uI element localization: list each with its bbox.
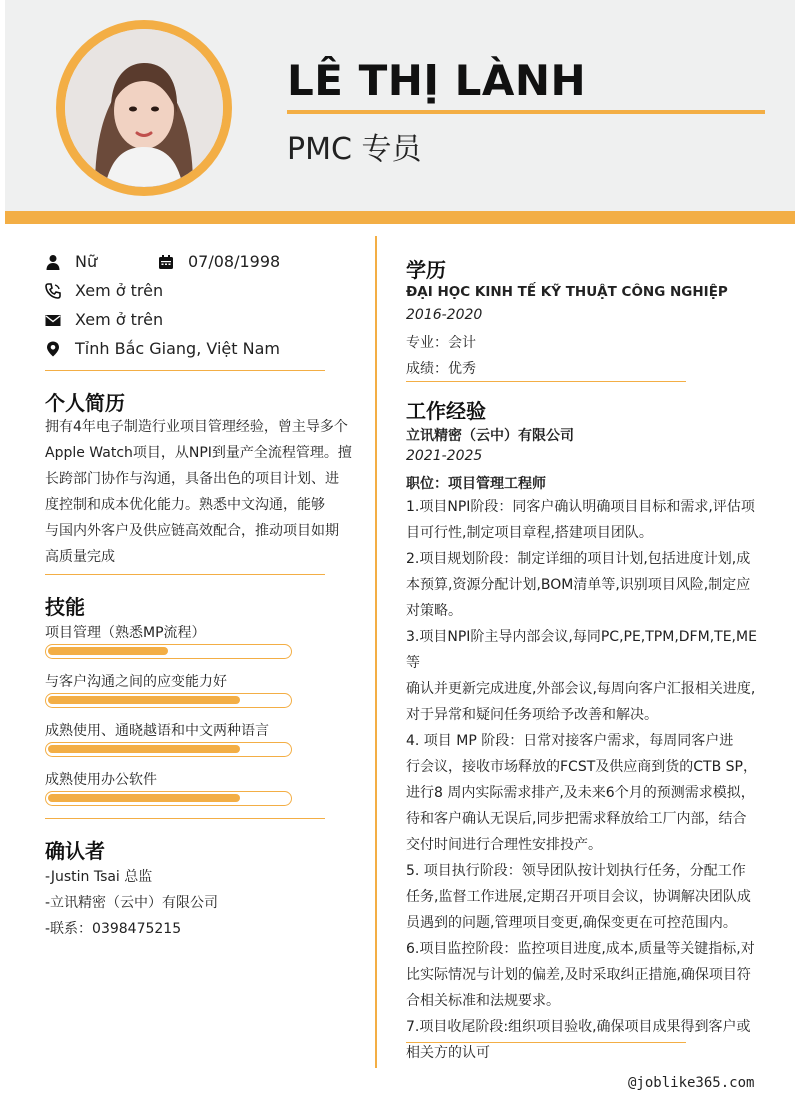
profile-line: 度控制和成本优化能力。熟悉中文沟通，能够 — [45, 497, 325, 513]
mail-icon — [45, 312, 61, 328]
experience-line: 待和客户确认无误后,同步把需求释放给工厂内部，结合 — [406, 811, 747, 827]
section-divider — [406, 1042, 686, 1043]
experience-line: 员遇到的问题,管理项目变更,确保变更在可控范围内。 — [406, 915, 737, 931]
footer-handle: @joblike365.com — [628, 1075, 755, 1091]
contact-address — [45, 339, 280, 358]
contact-birthdate — [158, 252, 280, 271]
profile-line: 高质量完成 — [45, 549, 115, 565]
profile-line: 拥有4年电子制造行业项目管理经验，曾主导多个 — [45, 419, 348, 435]
experience-line: 相关方的认可 — [406, 1045, 490, 1061]
experience-line: 对策略。 — [406, 603, 462, 619]
experience-line: 1.项目NPI阶段：同客户确认明确项目目标和需求,评估项 — [406, 499, 755, 515]
experience-line: 7.项目收尾阶段:组织项目验收,确保项目成果得到客户或 — [406, 1019, 751, 1035]
skill-bar — [45, 644, 292, 659]
reference-line: -Justin Tsai 总监 — [45, 869, 153, 885]
skills-heading: 技能 — [45, 595, 85, 619]
experience-heading: 工作经验 — [406, 399, 486, 423]
candidate-name: LÊ THỊ LÀNH — [287, 56, 587, 105]
experience-line: 6.项目监控阶段：监控项目进度,成本,质量等关键指标,对 — [406, 941, 755, 957]
skill-label: 成熟使用办公软件 — [45, 772, 157, 788]
section-divider — [45, 574, 325, 575]
user-icon — [45, 254, 61, 270]
profile-line: Apple Watch项目，从NPI到量产全流程管理。擅 — [45, 445, 352, 461]
experience-line: 进行8 周内实际需求排产,及未来6个月的预测需求模拟， — [406, 785, 755, 801]
gender-value: Nữ — [75, 252, 98, 271]
references-heading: 确认者 — [45, 839, 105, 863]
avatar-ring — [56, 20, 232, 196]
experience-line: 2.项目规划阶段：制定详细的项目计划,包括进度计划,成 — [406, 551, 751, 567]
reference-line: -联系：0398475215 — [45, 921, 182, 937]
experience-line: 5. 项目执行阶段：领导团队按计划执行任务，分配工作 — [406, 863, 746, 879]
experience-line: 比实际情况与计划的偏差,及时采取纠正措施,确保项目符 — [406, 967, 751, 983]
experience-line: 行会议，接收市场释放的FCST及供应商到货的CTB SP， — [406, 759, 757, 775]
profile-heading: 个人简历 — [45, 391, 125, 415]
experience-line: 合相关标准和法规要求。 — [406, 993, 560, 1009]
profile-line: 长跨部门协作与沟通，具备出色的项目计划、进 — [45, 471, 339, 487]
experience-line: 对于异常和疑问任务项给予改善和解决。 — [406, 707, 658, 723]
skill-label: 与客户沟通之间的应变能力好 — [45, 674, 227, 690]
experience-line: 交付时间进行合理性安排投产。 — [406, 837, 602, 853]
experience-line: 任务,监督工作进展,定期召开项目会议，协调解决团队成 — [406, 889, 751, 905]
calendar-icon — [158, 254, 174, 270]
phone-value: Xem ở trên — [75, 281, 164, 300]
experience-details — [406, 494, 766, 1066]
portrait-image — [65, 29, 223, 187]
name-underline — [287, 110, 765, 114]
section-divider — [406, 381, 686, 382]
experience-line: 4. 项目 MP 阶段：日常对接客户需求，每周同客户进 — [406, 733, 734, 749]
position-title: 职位：项目管理工程师 — [406, 476, 546, 492]
experience-line: 本预算,资源分配计划,BOM清单等,识别项目风险,制定应 — [406, 577, 751, 593]
contact-gender — [45, 252, 97, 271]
phone-icon — [45, 283, 61, 299]
education-heading: 学历 — [406, 258, 446, 282]
column-divider — [375, 236, 377, 1068]
skill-label: 成熟使用、通晓越语和中文两种语言 — [45, 723, 269, 739]
address-value: Tỉnh Bắc Giang, Việt Nam — [75, 339, 280, 358]
location-icon — [45, 341, 61, 357]
experience-years: 2021-2025 — [406, 448, 483, 464]
school-name: ĐẠI HỌC KINH TẾ KỸ THUẬT CÔNG NGHIỆP — [406, 284, 728, 300]
reference-line: -立讯精密（云中）有限公司 — [45, 895, 219, 911]
skill-bar-fill — [48, 794, 240, 802]
education-grade: 成绩：优秀 — [406, 361, 476, 377]
skill-label: 项目管理（熟悉MP流程） — [45, 625, 206, 641]
skill-bar-fill — [48, 696, 240, 704]
skill-bar — [45, 693, 292, 708]
contact-email — [45, 310, 163, 329]
section-divider — [45, 818, 325, 819]
contact-phone — [45, 281, 163, 300]
education-major: 专业：会计 — [406, 335, 476, 351]
experience-line: 目可行性,制定项目章程,搭建项目团队。 — [406, 525, 653, 541]
skill-bar-fill — [48, 745, 240, 753]
experience-line: 确认并更新完成进度,外部会议,每周向客户汇报相关进度, — [406, 681, 756, 697]
header-accent-bar — [5, 211, 795, 224]
education-years: 2016-2020 — [406, 307, 483, 323]
skill-bar — [45, 791, 292, 806]
experience-line: 3.项目NPI阶主导内部会议,每同PC,PE,TPM,DFM,TE,ME等 — [406, 629, 757, 671]
job-title: PMC 专员 — [287, 132, 422, 167]
skill-bar — [45, 742, 292, 757]
avatar — [65, 29, 223, 187]
skill-bar-fill — [48, 647, 168, 655]
company-name: 立讯精密（云中）有限公司 — [406, 428, 574, 444]
birthdate-value: 07/08/1998 — [188, 252, 281, 271]
profile-text — [45, 414, 360, 570]
profile-line: 与国内外客户及供应链高效配合，推动项目如期 — [45, 523, 339, 539]
section-divider — [45, 370, 325, 371]
email-value: Xem ở trên — [75, 310, 164, 329]
